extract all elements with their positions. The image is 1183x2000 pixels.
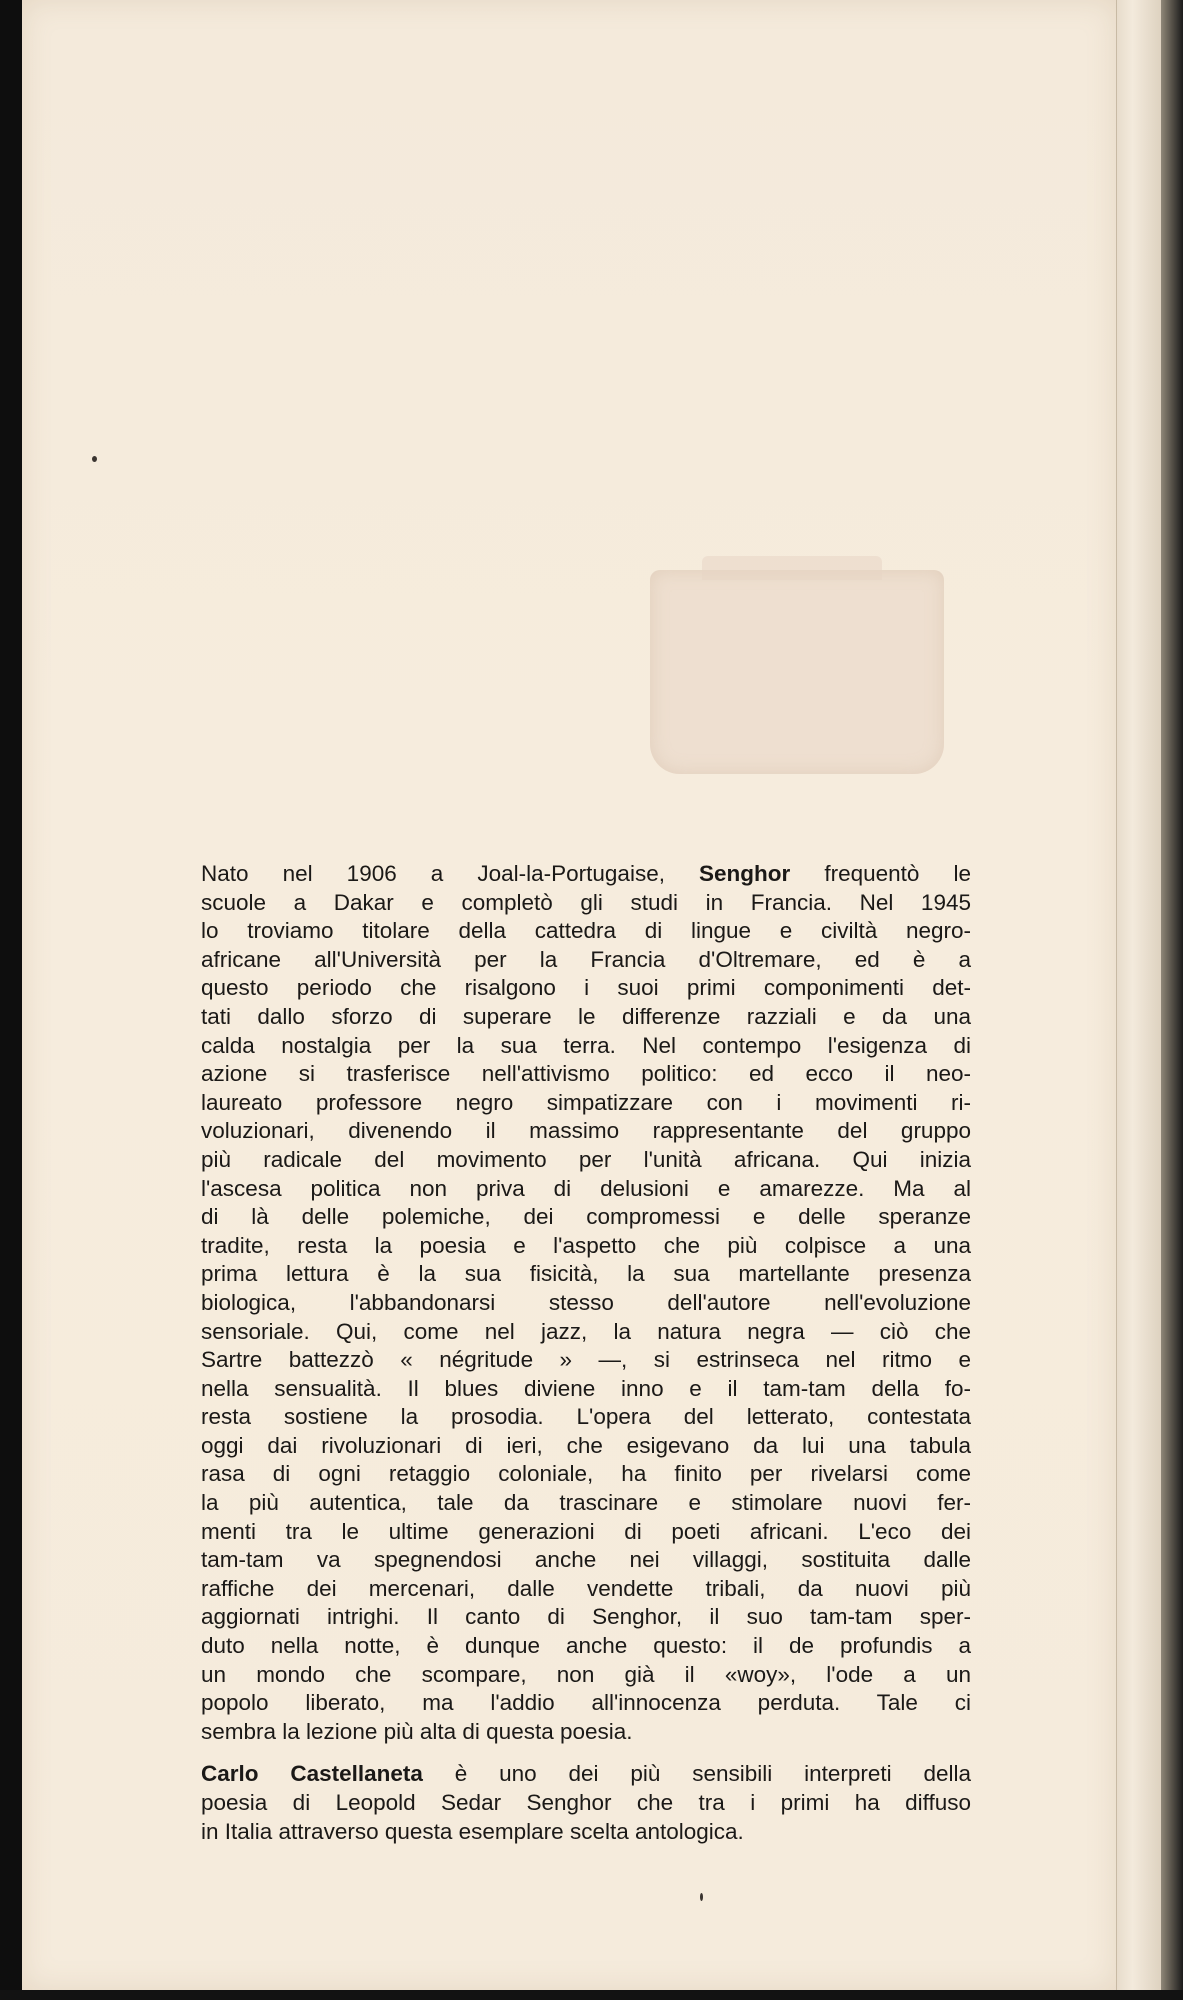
text-line: [201, 1760, 971, 1789]
text-line: [201, 1003, 971, 1032]
text-line: [201, 1789, 971, 1818]
text-segment: di là delle polemiche, dei compromessi e delle speranze: [201, 1204, 971, 1230]
text-line: [201, 1718, 971, 1747]
text-segment: resta sostiene la prosodia. L'opera del letterato, contestata: [201, 1404, 971, 1430]
text-segment: tam-tam va spegnendosi anche nei villaggi, sostituita dalle: [201, 1547, 971, 1573]
text-line: [201, 1318, 971, 1347]
ink-speck: [700, 1893, 703, 1901]
text-segment: Nato nel 1906 a Joal-la-Portugaise,: [201, 861, 700, 886]
text-line: [201, 1289, 971, 1318]
text-segment: lo troviamo titolare della cattedra di lingue e civiltà negro-: [201, 918, 971, 944]
text-line: [201, 1232, 971, 1261]
text-segment: laureato professore negro simpatizzare con i movimenti ri-: [201, 1089, 971, 1115]
text-line: [201, 917, 971, 946]
text-segment: raffiche dei mercenari, dalle vendette tribali, da nuovi più: [201, 1575, 971, 1601]
text-segment: popolo liberato, ma l'addio all'innocenza perduta. Tale ci: [201, 1690, 971, 1716]
text-line: [201, 1146, 971, 1175]
text-line: [201, 1518, 971, 1547]
price-sticker-residue: [650, 570, 944, 774]
text-segment: duto nella notte, è dunque anche questo: il de profundis a: [201, 1633, 971, 1659]
text-line: [201, 974, 971, 1003]
text-segment: biologica, l'abbandonarsi stesso dell'autore nell'evoluzione: [201, 1289, 971, 1315]
text-segment: rasa di ogni retaggio coloniale, ha finito per rivelarsi come: [201, 1461, 971, 1487]
text-line: [201, 1346, 971, 1375]
text-line: [201, 1089, 971, 1118]
text-line: [201, 1632, 971, 1661]
book-spine: [1116, 0, 1162, 1990]
spine-edge-shadow: [1161, 0, 1183, 2000]
text-segment: voluzionari, divenendo il massimo rappresentante del gruppo: [201, 1118, 971, 1144]
text-line: [201, 1661, 971, 1690]
translator-credit: [201, 1760, 971, 1846]
text-segment: azione si trasferisce nell'attivismo politico: ed ecco il neo-: [201, 1061, 971, 1087]
text-segment: un mondo che scompare, non già il «woy», l'ode a un: [201, 1661, 971, 1687]
text-segment: poesia di Leopold Sedar Senghor che tra i primi ha diffuso: [201, 1790, 971, 1815]
text-line: [201, 1603, 971, 1632]
text-segment: sembra la lezione più alta di questa poesia.: [201, 1718, 633, 1744]
text-line: [201, 1575, 971, 1604]
text-segment: tradite, resta la poesia e l'aspetto che più colpisce a una: [201, 1232, 971, 1258]
text-segment: calda nostalgia per la sua terra. Nel contempo l'esigenza di: [201, 1032, 971, 1058]
text-line: [201, 860, 971, 889]
text-line: [201, 1432, 971, 1461]
text-segment: Sartre battezzò « négritude » —, si estrinseca nel ritmo e: [201, 1347, 971, 1373]
text-line: [201, 1117, 971, 1146]
text-segment: l'ascesa politica non priva di delusioni e amarezze. Ma al: [201, 1175, 971, 1201]
bold-name: Carlo Castellaneta: [201, 1761, 423, 1787]
text-line: [201, 1175, 971, 1204]
text-segment: in Italia attraverso questa esemplare scelta antologica.: [201, 1818, 744, 1844]
text-line: [201, 1546, 971, 1575]
text-segment: questo periodo che risalgono i suoi primi componimenti det-: [201, 975, 971, 1001]
text-line: [201, 946, 971, 975]
text-line: [201, 1403, 971, 1432]
text-segment: nella sensualità. Il blues diviene inno e il tam-tam della fo-: [201, 1375, 971, 1401]
text-segment: menti tra le ultime generazioni di poeti africani. L'eco dei: [201, 1518, 971, 1544]
text-segment: più radicale del movimento per l'unità africana. Qui inizia: [201, 1146, 971, 1172]
text-line: [201, 1032, 971, 1061]
text-line: [201, 1060, 971, 1089]
text-line: [201, 1489, 971, 1518]
text-line: [201, 1689, 971, 1718]
text-segment: tati dallo sforzo di superare le differenze razziali e da una: [201, 1003, 971, 1029]
text-segment: sensoriale. Qui, come nel jazz, la natura negra — ciò che: [201, 1318, 971, 1344]
text-segment: la più autentica, tale da trascinare e stimolare nuovi fer-: [201, 1490, 971, 1516]
text-segment: scuole a Dakar e completò gli studi in Francia. Nel 1945: [201, 889, 971, 915]
text-segment: prima lettura è la sua fisicità, la sua martellante presenza: [201, 1261, 971, 1287]
ink-speck: [92, 456, 97, 462]
bottom-shadow: [0, 1990, 1183, 2000]
bold-name: Senghor: [699, 861, 791, 886]
text-segment: aggiornati intrighi. Il canto di Senghor, il suo tam-tam sper-: [201, 1604, 971, 1630]
author-biography: [201, 860, 971, 1746]
text-segment: oggi dai rivoluzionari di ieri, che esigevano da lui una tabula: [201, 1432, 971, 1458]
text-line: [201, 1460, 971, 1489]
blurb-text: [201, 860, 971, 1846]
text-line: [201, 1375, 971, 1404]
text-line: [201, 1260, 971, 1289]
text-line: [201, 1818, 971, 1847]
text-line: [201, 889, 971, 918]
text-segment: frequentò le: [790, 861, 972, 886]
text-segment: africane all'Università per la Francia d'Oltremare, ed è a: [201, 946, 971, 972]
text-segment: è uno dei più sensibili interpreti della: [422, 1761, 971, 1787]
text-line: [201, 1203, 971, 1232]
